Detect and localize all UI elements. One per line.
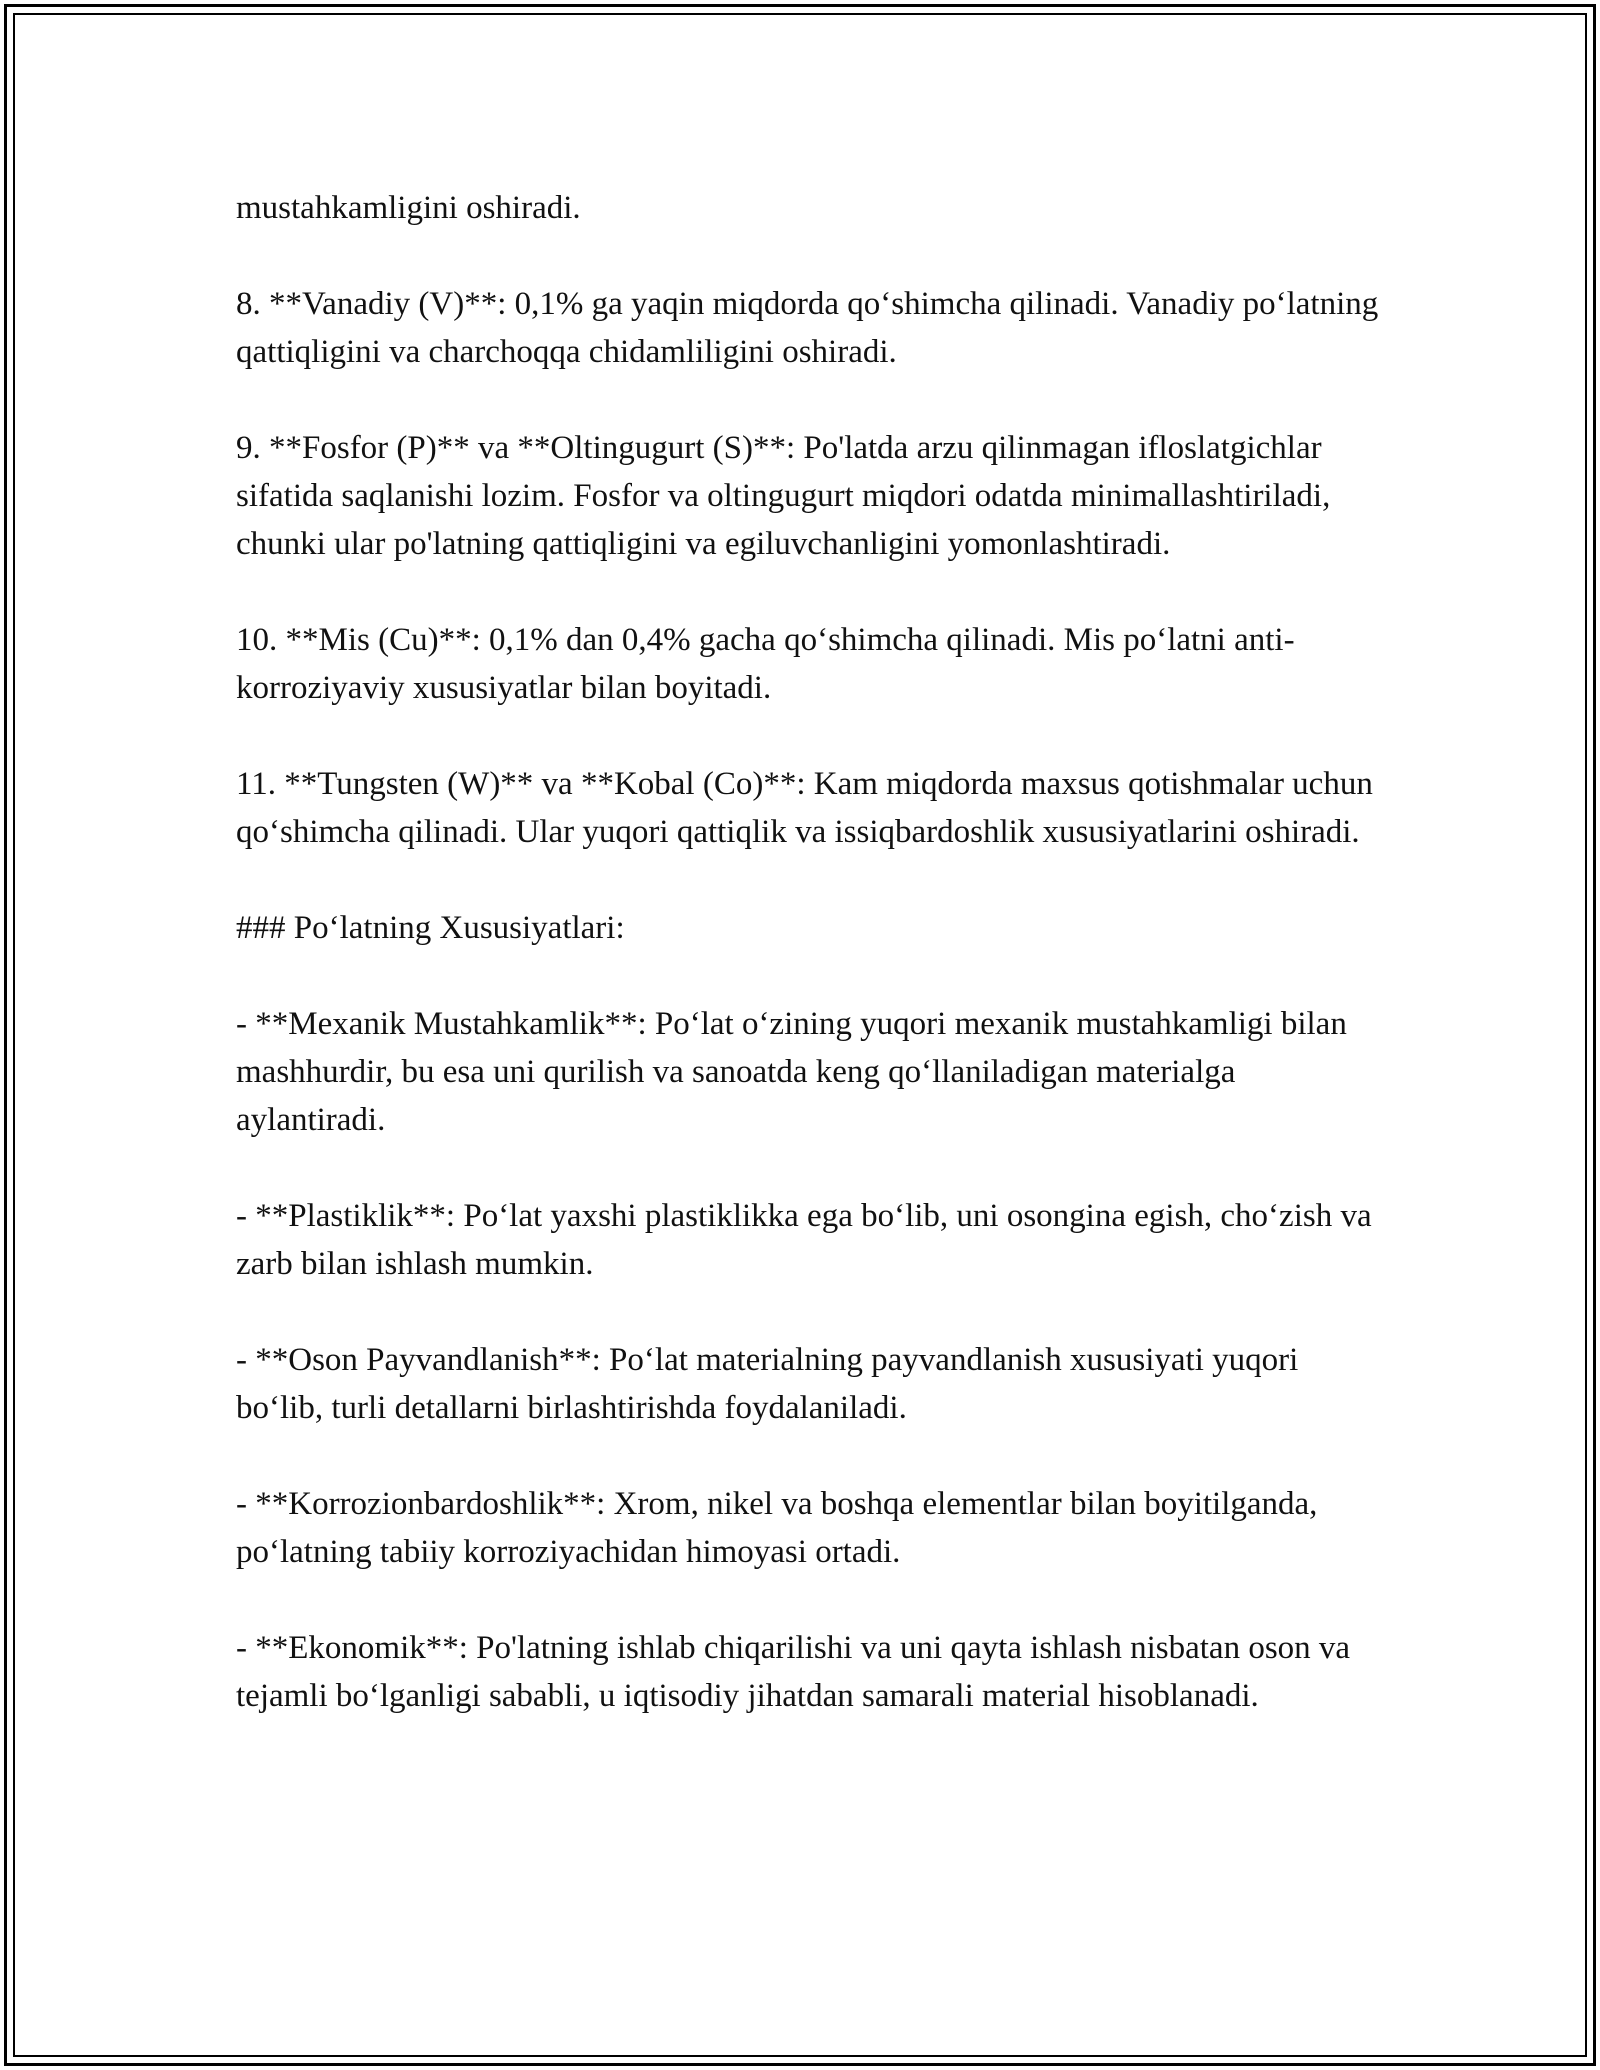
list-item-mexanik-mustahkamlik: - **Mexanik Mustahkamlik**: Po‘lat o‘zining yuqori mexanik mustahkamligi bilan mashhurdir, bu esa uni qurilish va sanoatda keng qo‘llaniladigan materialga aylantiradi. [236, 1006, 1347, 1138]
list-item-korrozionbardoshlik: - **Korrozionbardoshlik**: Xrom, nikel va boshqa elementlar bilan boyitilganda, po‘latning tabiiy korroziyachidan himoyasi ortadi. [236, 1486, 1318, 1570]
paragraph-continuation: mustahkamligini oshiradi. [236, 190, 581, 226]
list-item-oson-payvandlanish: - **Oson Payvandlanish**: Po‘lat materialning payvandlanish xususiyati yuqori bo‘lib, turli detallarni birlashtirishda foydalaniladi. [236, 1342, 1299, 1426]
paragraph-fosfor-oltingugurt: 9. **Fosfor (P)** va **Oltingugurt (S)**: Po'latda arzu qilinmagan ifloslatgichlar sifatida saqlanishi lozim. Fosfor va oltingugurt miqdori odatda minimallashtiriladi, chunki ular po'latning qattiqligini va egiluvchanligini yomonlashtiradi. [236, 430, 1331, 562]
paragraph-tungsten-kobal: 11. **Tungsten (W)** va **Kobal (Co)**: Kam miqdorda maxsus qotishmalar uchun qo‘shimcha qilinadi. Ular yuqori qattiqlik va issiqbardoshlik xususiyatlarini oshiradi. [236, 766, 1373, 850]
document-body [236, 184, 1386, 1720]
paragraph-mis: 10. **Mis (Cu)**: 0,1% dan 0,4% gacha qo‘shimcha qilinadi. Mis po‘latni anti-korroziyaviy xususiyatlar bilan boyitadi. [236, 622, 1295, 706]
list-item-ekonomik: - **Ekonomik**: Po'latning ishlab chiqarilishi va uni qayta ishlash nisbatan oson va tejamli bo‘lganligi sababli, u iqtisodiy jihatdan samarali material hisoblanadi. [236, 1630, 1351, 1714]
list-item-plastiklik: - **Plastiklik**: Po‘lat yaxshi plastiklikka ega bo‘lib, uni osongina egish, cho‘zish va zarb bilan ishlash mumkin. [236, 1198, 1372, 1282]
paragraph-vanadiy: 8. **Vanadiy (V)**: 0,1% ga yaqin miqdorda qo‘shimcha qilinadi. Vanadiy po‘latning qattiqligini va charchoqqa chidamliligini oshiradi. [236, 286, 1379, 370]
section-heading-xususiyatlari: ### Po‘latning Xususiyatlari: [236, 910, 625, 946]
